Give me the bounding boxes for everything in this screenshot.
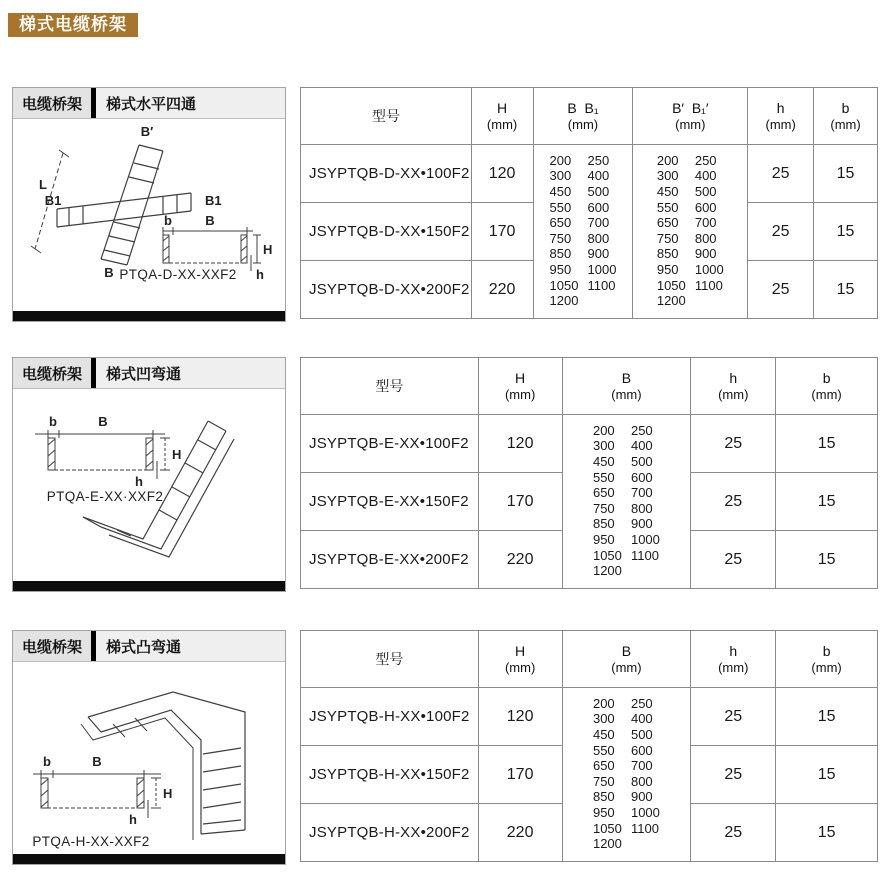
panel-category-label: 电缆桥架 — [13, 88, 91, 118]
col-header-model: 型号 — [301, 631, 479, 688]
b-cell: 15 — [776, 746, 878, 804]
table-row — [301, 688, 878, 746]
svg-text:B′: B′ — [140, 124, 154, 139]
model-cell: JSYPTQB-H-XX•200F2 — [301, 804, 479, 862]
H-cell: 170 — [471, 203, 533, 261]
svg-text:H: H — [172, 447, 182, 462]
model-cell: JSYPTQB-H-XX•100F2 — [301, 688, 479, 746]
svg-text:h: h — [256, 267, 264, 282]
b-cell: 15 — [776, 473, 878, 531]
model-cell: JSYPTQB-E-XX•150F2 — [301, 473, 479, 531]
panel-subtitle: 梯式凸弯通 — [96, 631, 285, 661]
bend-tray — [81, 692, 245, 840]
panel-subtitle: 梯式凹弯通 — [96, 358, 285, 388]
panel-header — [13, 88, 285, 119]
H-cell: 170 — [478, 746, 562, 804]
svg-text:H: H — [263, 242, 273, 257]
b-cell: 15 — [776, 804, 878, 862]
col-header-H: H (mm) — [471, 88, 533, 145]
panel-header — [13, 358, 285, 389]
four-way-cross-drawing — [13, 119, 285, 311]
svg-text:b: b — [49, 414, 57, 429]
h-cell: 25 — [748, 203, 814, 261]
model-cell: JSYPTQB-H-XX•150F2 — [301, 746, 479, 804]
h-cell: 25 — [691, 415, 776, 473]
H-cell: 220 — [478, 531, 562, 589]
col-header-h: h (mm) — [691, 631, 776, 688]
panel-subtitle: 梯式水平四通 — [96, 88, 285, 118]
cross-section-diagram — [35, 430, 170, 479]
svg-text:B: B — [98, 414, 108, 429]
svg-text:b: b — [43, 754, 51, 769]
svg-text:B1: B1 — [44, 193, 62, 208]
drawing-dimension-labels — [43, 754, 172, 827]
vertical-tray — [101, 145, 163, 265]
spec-table-concave — [300, 357, 878, 589]
cross-section-diagram — [33, 770, 161, 818]
h-cell: 25 — [691, 746, 776, 804]
drawing-area — [13, 119, 285, 311]
col-header-h: h (mm) — [748, 88, 814, 145]
col-header-B-B1: B B₁ (mm) — [533, 88, 633, 145]
col-header-Bp-B1p: B′ B₁′ (mm) — [633, 88, 748, 145]
col-header-h: h (mm) — [691, 358, 776, 415]
drawing-area — [13, 662, 285, 854]
H-cell: 120 — [471, 145, 533, 203]
H-cell: 120 — [478, 688, 562, 746]
H-cell: 120 — [478, 415, 562, 473]
convex-bend-drawing — [13, 662, 285, 854]
drawing-panel — [12, 357, 286, 592]
model-cell: JSYPTQB-D-XX•150F2 — [301, 203, 472, 261]
h-cell: 25 — [691, 531, 776, 589]
drawing-caption: PTQA-E-XX·XXF2 — [46, 489, 164, 504]
svg-text:B: B — [205, 213, 215, 228]
concave-bend-drawing — [13, 389, 285, 581]
svg-text:h: h — [129, 812, 137, 827]
drawing-dimension-labels — [39, 124, 272, 282]
panel-bottom-bar — [13, 311, 285, 321]
panel-bottom-bar — [13, 581, 285, 591]
page-title: 梯式电缆桥架 — [8, 13, 138, 37]
svg-text:H: H — [163, 786, 173, 801]
H-cell: 170 — [478, 473, 562, 531]
col-header-b: b (mm) — [776, 358, 878, 415]
h-cell: 25 — [691, 473, 776, 531]
col-header-model: 型号 — [301, 88, 472, 145]
table-row — [301, 145, 878, 203]
B-values-cell: 200 250 300 400 450 500 550 600 650 700 750 800 850 900 950 1000 1050 1100 1200 — [562, 688, 691, 862]
svg-text:B: B — [104, 265, 114, 280]
drawing-panel — [12, 630, 286, 865]
col-header-model: 型号 — [301, 358, 479, 415]
h-cell: 25 — [748, 261, 814, 319]
col-header-b: b (mm) — [776, 631, 878, 688]
col-header-H: H (mm) — [478, 631, 562, 688]
model-cell: JSYPTQB-D-XX•100F2 — [301, 145, 472, 203]
panel-header — [13, 631, 285, 662]
col-header-H: H (mm) — [478, 358, 562, 415]
drawing-caption: PTQA-H-XX-XXF2 — [32, 834, 150, 849]
b-cell: 15 — [776, 688, 878, 746]
svg-text:L: L — [39, 177, 47, 192]
col-header-B: B (mm) — [562, 631, 691, 688]
B-values-cell: 200 250 300 400 450 500 550 600 650 700 750 800 850 900 950 1000 1050 1100 1200 — [562, 415, 691, 589]
svg-text:B1: B1 — [205, 193, 222, 208]
b-cell: 15 — [814, 145, 878, 203]
H-cell: 220 — [471, 261, 533, 319]
panel-category-label: 电缆桥架 — [13, 631, 91, 661]
svg-text:b: b — [164, 213, 172, 228]
b-cell: 15 — [814, 261, 878, 319]
model-cell: JSYPTQB-E-XX•200F2 — [301, 531, 479, 589]
svg-text:B: B — [92, 754, 102, 769]
spec-table-convex — [300, 630, 878, 862]
B-values-cell: 200 250 300 400 450 500 550 600 650 700 750 800 850 900 950 1000 1050 1100 1200 — [533, 145, 633, 319]
table-row — [301, 415, 878, 473]
b-cell: 15 — [776, 415, 878, 473]
h-cell: 25 — [748, 145, 814, 203]
col-header-B: B (mm) — [562, 358, 691, 415]
H-cell: 220 — [478, 804, 562, 862]
Bprime-values-cell: 200 250 300 400 450 500 550 600 650 700 750 800 850 900 950 1000 1050 1100 1200 — [633, 145, 748, 319]
b-cell: 15 — [776, 531, 878, 589]
svg-text:h: h — [135, 474, 143, 489]
model-cell: JSYPTQB-E-XX•100F2 — [301, 415, 479, 473]
drawing-caption: PTQA-D-XX-XXF2 — [119, 267, 237, 282]
h-cell: 25 — [691, 688, 776, 746]
cross-section-diagram — [163, 227, 261, 271]
spec-table-cross — [300, 87, 878, 319]
model-cell: JSYPTQB-D-XX•200F2 — [301, 261, 472, 319]
col-header-b: b (mm) — [814, 88, 878, 145]
h-cell: 25 — [691, 804, 776, 862]
panel-bottom-bar — [13, 854, 285, 864]
b-cell: 15 — [814, 203, 878, 261]
drawing-dimension-labels — [49, 414, 181, 489]
panel-category-label: 电缆桥架 — [13, 358, 91, 388]
drawing-panel — [12, 87, 286, 322]
drawing-area — [13, 389, 285, 581]
